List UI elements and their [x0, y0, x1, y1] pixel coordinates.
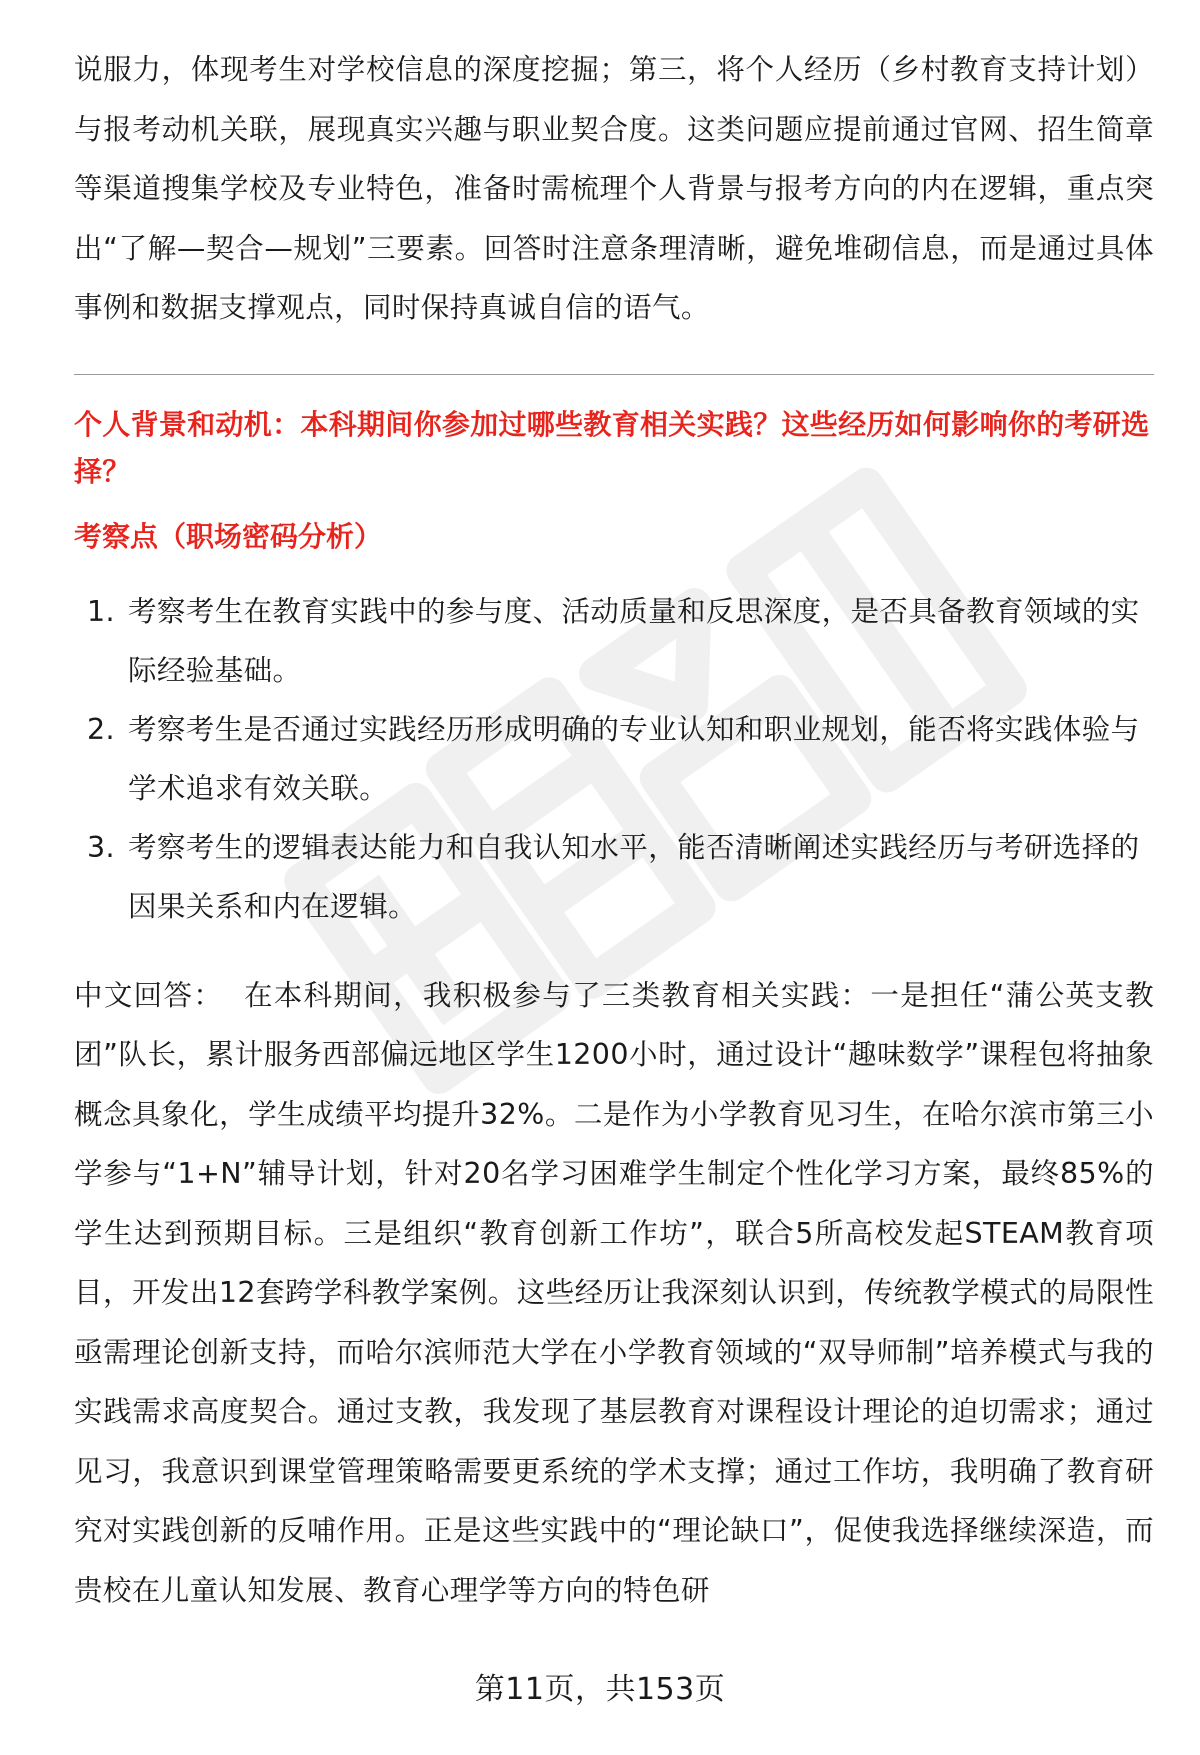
answer-label: 中文回答：	[74, 978, 224, 1012]
exam-points-list	[74, 582, 1154, 936]
intro-paragraph: 说服力，体现考生对学校信息的深度挖掘；第三，将个人经历（乡村教育支持计划）与报考动机关联，展现真实兴趣与职业契合度。这类问题应提前通过官网、招生简章等渠道搜集学校及专业特色，准备时需梳理个人背景与报考方向的内在逻辑，重点突出“了解—契合—规划”三要素。回答时注意条理清晰，避免堆砌信息，而是通过具体事例和数据支撑观点，同时保持真诚自信的语气。	[74, 53, 1154, 324]
list-item-number: 2.	[87, 712, 115, 746]
exam-points-heading: 考察点（职场密码分析）	[74, 519, 383, 553]
list-item-number: 1.	[87, 594, 115, 628]
answer-text: 在本科期间，我积极参与了三类教育相关实践：一是担任“蒲公英支教团”队长，累计服务西部偏远地区学生1200小时，通过设计“趣味数学”课程包将抽象概念具象化，学生成绩平均提升32%。二是作为小学教育见习生，在哈尔滨市第三小学参与“1+N”辅导计划，针对20名学习困难学生制定个性化学习方案，最终85%的学生达到预期目标。三是组织“教育创新工作坊”，联合5所高校发起STEAM教育项目，开发出12套跨学科教学案例。这些经历让我深刻认识到，传统教学模式的局限性亟需理论创新支持，而哈尔滨师范大学在小学教育领域的“双导师制”培养模式与我的实践需求高度契合。通过支教，我发现了基层教育对课程设计理论的迫切需求；通过见习，我意识到课堂管理策略需要更系统的学术支撑；通过工作坊，我明确了教育研究对实践创新的反哺作用。正是这些实践中的“理论缺口”，促使我选择继续深造，而贵校在儿童认知发展、教育心理学等方向的特色研	[74, 978, 1154, 1607]
list-item-number: 3.	[87, 830, 115, 864]
question-heading: 个人背景和动机：本科期间你参加过哪些教育相关实践？这些经历如何影响你的考研选择？	[74, 407, 1150, 488]
list-item-text: 考察考生是否通过实践经历形成明确的专业认知和职业规划，能否将实践体验与学术追求有效关联。	[128, 712, 1140, 805]
section-divider	[74, 374, 1154, 375]
list-item	[74, 818, 1154, 936]
list-item-text: 考察考生的逻辑表达能力和自我认知水平，能否清晰阐述实践经历与考研选择的因果关系和内在逻辑。	[128, 830, 1140, 923]
page-footer: 第11页，共153页	[474, 1672, 726, 1707]
list-item	[74, 700, 1154, 818]
answer-paragraph	[74, 966, 1154, 1621]
list-item-text: 考察考生在教育实践中的参与度、活动质量和反思深度，是否具备教育领域的实际经验基础。	[128, 594, 1140, 687]
document-page	[74, 40, 1154, 1620]
list-item	[74, 582, 1154, 700]
